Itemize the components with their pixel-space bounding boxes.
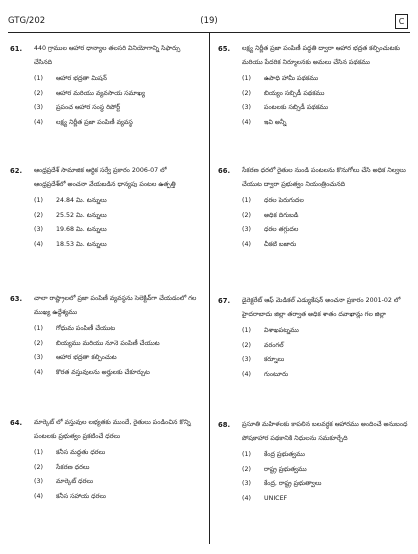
option (242, 324, 408, 339)
option (34, 101, 200, 116)
option-text: ప్రపంచ ఆహార సంస్థ రిపోర్ట్ (56, 104, 121, 111)
question-text: సేకరణ ధరలో రైతుల నుండి పంటలను కొనుగోలు చేసి అధిక నిల్వలు చేయుట ద్వారా ప్రభుత్వం నియంత్రించునది (242, 167, 406, 188)
option-label: (1) (242, 327, 251, 334)
option-text: కేంద్ర, రాష్ట్ర ప్రభుత్వాలు (264, 480, 322, 487)
option-text: గుంటూరు (264, 370, 289, 378)
option-label: (4) (242, 118, 251, 126)
paper-code: GTG/202 (8, 16, 46, 26)
options-list (242, 324, 408, 382)
option (34, 209, 200, 224)
option (242, 238, 408, 253)
option-text: వరంగల్ (264, 341, 284, 349)
option-text: గోధుమ పంపిణీ చేయుట (56, 325, 116, 332)
option-label: (3) (242, 104, 251, 111)
option (242, 194, 408, 209)
option (34, 322, 200, 337)
question-text: ఆంధ్రప్రదేశ్ సామాజిక ఆర్థిక సర్వే ప్రకారం 2006-07 లో ఆంధ్రప్రదేశ్‌లో అంచనా వేయబడిన ధాన్యపు పంటల ఉత్పత్తి (34, 167, 176, 188)
option-label: (1) (242, 197, 251, 204)
option (242, 116, 408, 131)
option-text: అధిక దిగుబడి (264, 211, 299, 219)
question-text: చాలా రాష్ట్రాలలో ప్రజా పంపిణీ వ్యవస్థను సెలెక్టివ్‌గా చేయడంలో గల ముఖ్య ఉద్దేశ్యము (34, 295, 197, 316)
option-label: (4) (242, 240, 251, 248)
option-label: (2) (242, 89, 251, 97)
option-text: సేకరణ ధరలు (56, 463, 90, 471)
options-list (242, 72, 408, 130)
option-label: (1) (34, 449, 43, 456)
option (34, 223, 200, 238)
question-set-box: C (395, 14, 408, 29)
option (34, 238, 200, 253)
option (34, 366, 200, 381)
question-63 (10, 292, 200, 380)
option-label: (1) (34, 75, 43, 82)
page-number: (19) (200, 16, 218, 26)
option (34, 446, 200, 461)
option-label: (1) (34, 325, 43, 332)
question-number: 62. (10, 167, 23, 175)
option (34, 87, 200, 102)
option-label: (3) (34, 104, 43, 111)
option (242, 448, 408, 463)
question-number: 61. (10, 45, 23, 53)
option-label: (2) (34, 211, 43, 219)
option-label: (4) (34, 118, 43, 126)
question-text: డైరెక్టరేట్ ఆఫ్ మెడికల్ ఎడ్యుకేషన్ అంచనా ప్రకారం 2001-02 లో హైదరాబాదు జిల్లా తర్వాత అధిక శాతం దవాఖాన్లు గల జిల్లా (242, 297, 401, 318)
question-66 (218, 164, 408, 252)
option (242, 477, 408, 492)
option-text: బియ్యము మరియు నూనె పంపిణీ చేయుట (56, 339, 160, 347)
option (242, 368, 408, 383)
question-number: 66. (218, 167, 231, 175)
option-label: (2) (34, 463, 43, 471)
option (34, 490, 200, 505)
option-label: (3) (242, 480, 251, 487)
options-list (34, 72, 200, 130)
option-label: (4) (34, 492, 43, 500)
option-text: కనీస మద్దతు ధరలు (56, 449, 106, 456)
option (34, 72, 200, 87)
option-text: కర్నూలు (264, 356, 285, 363)
option-label: (3) (34, 226, 43, 233)
option-label: (3) (242, 356, 251, 363)
option-text: మార్కెట్ ధరలు (56, 478, 93, 485)
option-label: (2) (242, 465, 251, 473)
option-text: ఆహార మరియు వ్యవసాయ సమాఖ్య (56, 89, 145, 97)
option (242, 101, 408, 116)
option-label: (2) (242, 211, 251, 219)
option (242, 353, 408, 368)
option (34, 351, 200, 366)
option (242, 87, 408, 102)
option (34, 116, 200, 131)
option-text: ధరల తగ్గుదల (264, 226, 299, 233)
question-67 (218, 294, 408, 382)
options-list (34, 322, 200, 380)
option-label: (3) (34, 354, 43, 361)
option (242, 492, 408, 507)
options-list (242, 448, 408, 506)
option-label: (4) (34, 368, 43, 376)
option-label: (3) (34, 478, 43, 485)
page-header (8, 14, 410, 30)
question-text: 440 గ్రాముల ఆహార ధాన్యాల తలసరి వినియోగాన్ని సిఫార్సు చేసినది (34, 45, 181, 66)
question-number: 68. (218, 421, 231, 429)
option-label: (2) (242, 341, 251, 349)
option-text: విశాఖపట్నము (264, 327, 299, 334)
option-text: 24.84 మి. టన్నులు (56, 197, 107, 204)
option-label: (1) (242, 75, 251, 82)
option (242, 209, 408, 224)
question-number: 67. (218, 297, 231, 305)
option-label: (4) (242, 494, 251, 502)
options-list (34, 446, 200, 504)
option-label: (1) (34, 197, 43, 204)
option-text: లక్ష్య నిర్ణీత ప్రజా పంపిణీ వ్యవస్థ (56, 118, 133, 126)
option-text: ఉపాధి హామీ పథకము (264, 75, 319, 82)
options-list (34, 194, 200, 252)
column-divider (209, 33, 210, 544)
option (242, 223, 408, 238)
question-number: 64. (10, 419, 23, 427)
question-text: లక్ష్య నిర్ణీత ప్రజా పంపిణీ పద్ధతి ద్వారా ఆహార భద్రత కల్పించుటకు మరియు పేదరిక నిర్మూలనకు అమలు చేసిన పథకము (242, 45, 400, 66)
option-text: 18.53 మి. టన్నులు (56, 240, 107, 248)
question-number: 65. (218, 45, 231, 53)
option (34, 337, 200, 352)
option-text: చీకటి బజారు (264, 240, 297, 248)
option-label: (2) (34, 339, 43, 347)
option-label: (4) (242, 370, 251, 378)
question-65 (218, 42, 408, 130)
option (242, 72, 408, 87)
option-text: రాష్ట్ర ప్రభుత్వము (264, 465, 307, 473)
option-text: 25.52 మి. టన్నులు (56, 211, 107, 219)
option-label: (4) (34, 240, 43, 248)
question-64 (10, 416, 200, 504)
option (34, 461, 200, 476)
option-text: UNICEF (264, 494, 288, 502)
question-text: మార్కెట్ లో వస్తువుల లభ్యతకు ముందే, రైతులు పండించిన కొన్ని పంటలకు ప్రభుత్వం ప్రకటించే ధరలు (34, 419, 191, 440)
option-text: కేంద్ర ప్రభుత్వము (264, 451, 305, 458)
option-text: కొరత వస్తువులను అర్హులకు చేకూర్చుట (56, 368, 150, 376)
option-text: ఆహార భద్రతా మిషన్ (56, 75, 107, 82)
options-list (242, 194, 408, 252)
question-61 (10, 42, 200, 130)
option (242, 339, 408, 354)
option-label: (3) (242, 226, 251, 233)
option-text: 19.68 మి. టన్నులు (56, 226, 107, 233)
option-text: పంటలకు సబ్సిడీ పథకము (264, 104, 329, 111)
option (34, 475, 200, 490)
option-text: ధరల పెరుగుదల (264, 197, 304, 204)
option-text: ఆహార భద్రతా కల్పించుట (56, 354, 117, 361)
question-number: 63. (10, 295, 23, 303)
option (242, 463, 408, 478)
option-label: (1) (242, 451, 251, 458)
option-text: ఇవి అన్నీ (264, 118, 287, 126)
option-label: (2) (34, 89, 43, 97)
question-text: ప్రసూతి మహిళలకు కాపలిన బలవర్ధక ఆహారము అందించే అనుబంధ పోషకాహార పథకానికి నిధులను సమకూర్చేది (242, 421, 408, 442)
question-62 (10, 164, 200, 252)
option (34, 194, 200, 209)
question-68 (218, 418, 408, 506)
option-text: కనీస సహాయ ధరలు (56, 492, 106, 500)
option-text: బియ్యం సబ్సిడీ పథకము (264, 89, 325, 97)
